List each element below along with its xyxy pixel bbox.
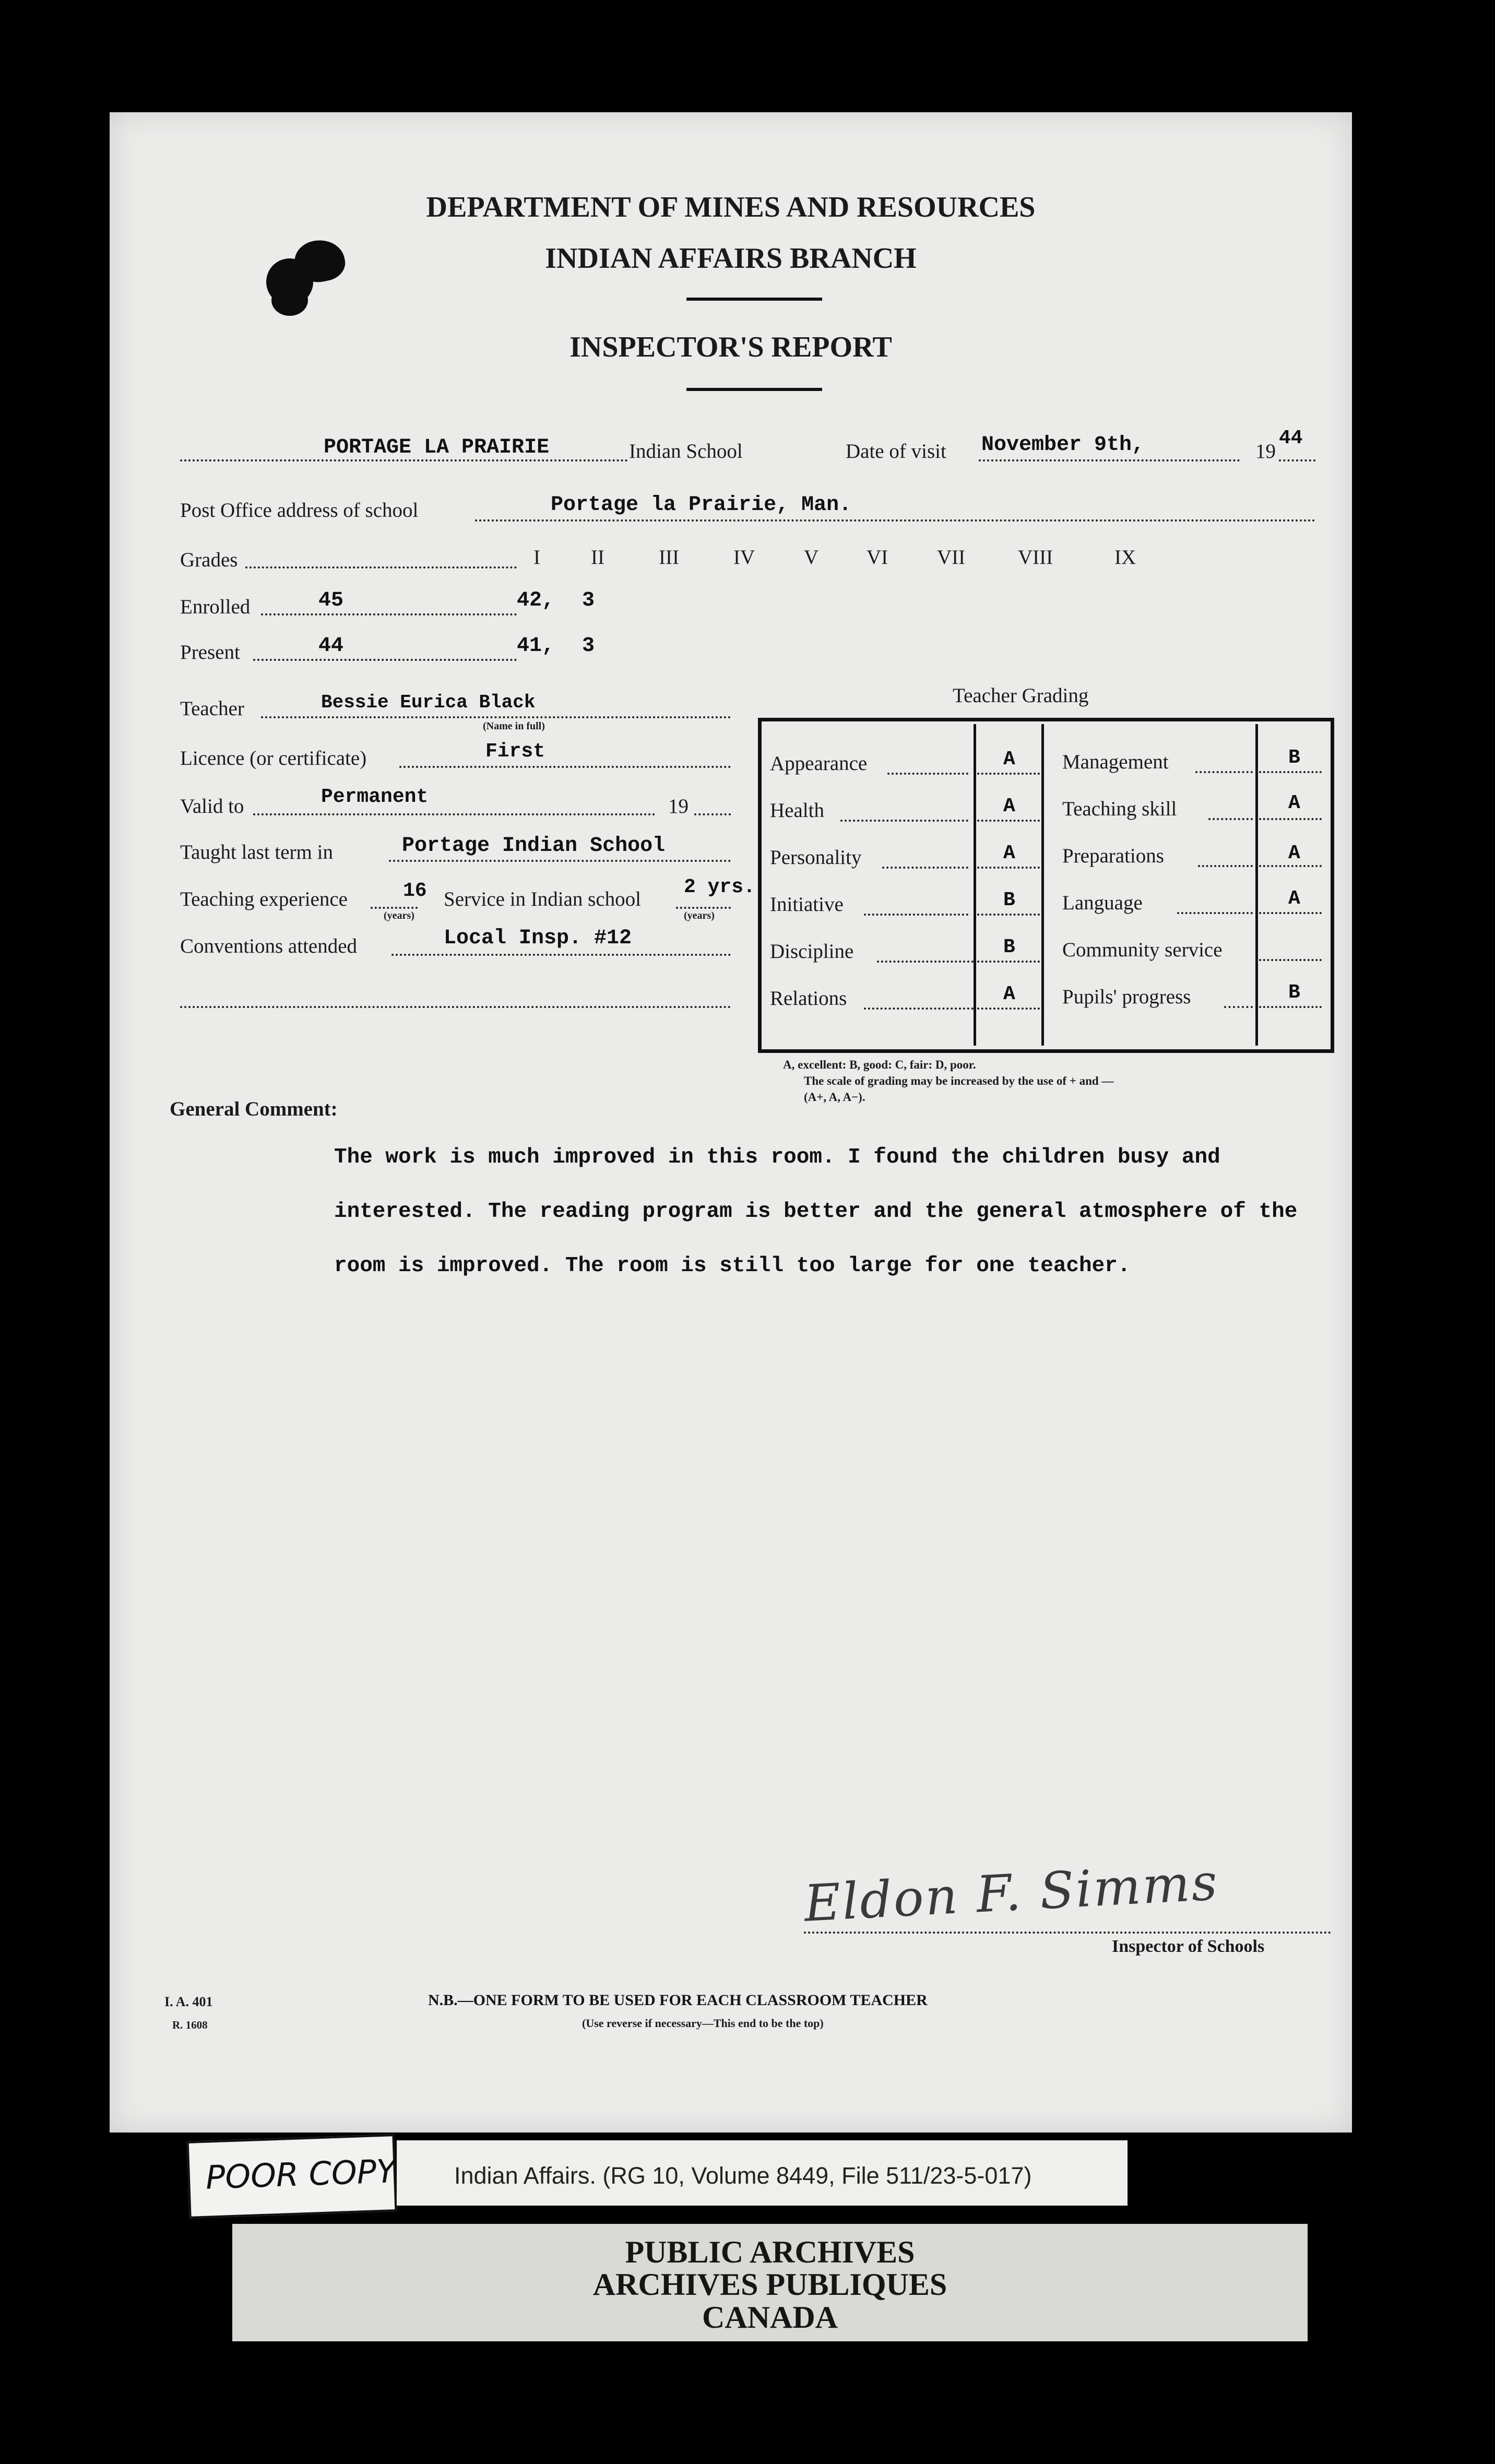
grading-grade-relations: A <box>1003 983 1015 1005</box>
grading-label-community-service: Community service <box>1062 939 1223 961</box>
grade-header-8: VIII <box>1018 546 1053 568</box>
grading-grade-discipline: B <box>1003 936 1015 958</box>
year-value: 44 <box>1279 427 1303 449</box>
grading-dots <box>1198 865 1253 867</box>
enrolled-grade-1: 45 <box>318 589 344 612</box>
inspector-title: Inspector of Schools <box>1112 1937 1265 1956</box>
archive-line-3: CANADA <box>702 2300 838 2335</box>
valid-value: Permanent <box>321 786 429 808</box>
present-grade-3: 3 <box>582 634 595 658</box>
conventions-value: Local Insp. #12 <box>444 927 632 950</box>
form-number: I. A. 401 <box>164 1994 213 2009</box>
grades-dots <box>245 566 517 568</box>
grade-header-5: V <box>804 546 819 568</box>
grading-dots <box>977 820 1040 822</box>
grade-header-2: II <box>591 546 604 568</box>
grading-label-preparations: Preparations <box>1062 845 1164 867</box>
grading-legend-3: (A+, A, A−). <box>804 1091 865 1104</box>
grade-header-7: VII <box>937 546 966 568</box>
signature-dots <box>804 1932 1331 1934</box>
grading-divider-2 <box>1041 724 1044 1046</box>
experience-years-note: (years) <box>384 910 414 921</box>
archive-stamp <box>232 2224 1308 2341</box>
licence-value: First <box>485 740 545 763</box>
last-term-label: Taught last term in <box>180 841 333 863</box>
grading-label-relations: Relations <box>770 987 847 1010</box>
archive-line-1: PUBLIC ARCHIVES <box>625 2235 915 2269</box>
grading-grade-pupils-progress: B <box>1288 981 1300 1004</box>
enrolled-grade-2: 42, <box>517 589 555 612</box>
grading-label-personality: Personality <box>770 846 862 869</box>
grading-dots <box>1177 912 1253 914</box>
report-form <box>110 112 1352 2133</box>
grading-grade-personality: A <box>1003 842 1015 864</box>
grading-dots <box>1259 1006 1322 1008</box>
present-grade-1: 44 <box>318 634 344 658</box>
grading-grade-management: B <box>1288 747 1300 769</box>
header-rule-1 <box>686 298 822 301</box>
grade-header-1: I <box>533 546 540 568</box>
archive-reference: Indian Affairs. (RG 10, Volume 8449, File 511/23-5-017) <box>454 2162 1032 2189</box>
grading-label-language: Language <box>1062 892 1143 914</box>
grades-label: Grades <box>180 549 238 571</box>
date-dots <box>979 459 1240 461</box>
grading-dots <box>1259 865 1322 867</box>
date-value: November 9th, <box>981 433 1145 457</box>
grading-label-management: Management <box>1062 751 1169 773</box>
grade-header-4: IV <box>733 546 755 568</box>
grading-divider-1 <box>974 724 976 1046</box>
conventions-label: Conventions attended <box>180 935 358 957</box>
date-label: Date of visit <box>846 440 946 463</box>
enrolled-label: Enrolled <box>180 596 251 618</box>
grade-header-9: IX <box>1114 546 1136 568</box>
grading-divider-3 <box>1255 724 1258 1046</box>
enrolled-grade-3: 3 <box>582 589 595 612</box>
grade-header-3: III <box>659 546 679 568</box>
grading-grade-preparations: A <box>1288 842 1300 864</box>
poor-copy-text: POOR COPY <box>205 2152 397 2197</box>
grading-dots <box>1208 818 1253 820</box>
comment-line-3: room is improved. The room is still too large for one teacher. <box>334 1254 1131 1278</box>
grading-dots <box>882 867 968 869</box>
grading-dots <box>1195 771 1253 773</box>
grading-label-pupils-progress: Pupils' progress <box>1062 986 1191 1008</box>
grading-label-initiative: Initiative <box>770 893 844 916</box>
grading-grade-health: A <box>1003 795 1015 818</box>
grading-legend-1: A, excellent: B, good: C, fair: D, poor. <box>783 1058 976 1071</box>
grading-dots <box>977 961 1040 963</box>
valid-year-dots <box>694 813 731 815</box>
school-name: PORTAGE LA PRAIRIE <box>324 436 550 459</box>
year-dots <box>1279 459 1315 461</box>
general-comment-label: General Comment: <box>170 1098 338 1120</box>
present-label: Present <box>180 641 240 664</box>
branch-title: INDIAN AFFAIRS BRANCH <box>545 242 917 275</box>
teacher-name: Bessie Eurica Black <box>321 692 536 713</box>
licence-label: Licence (or certificate) <box>180 747 367 769</box>
enrolled-dots <box>261 613 517 615</box>
grading-dots <box>864 914 968 916</box>
valid-label: Valid to <box>180 795 244 818</box>
grading-dots <box>977 914 1040 916</box>
archive-line-2: ARCHIVES PUBLIQUES <box>592 2267 947 2302</box>
grading-grade-teaching-skill: A <box>1288 792 1300 814</box>
grading-grade-language: A <box>1288 887 1300 910</box>
conventions-dots <box>391 954 731 956</box>
experience-label: Teaching experience <box>180 888 348 910</box>
grade-header-6: VI <box>867 546 888 568</box>
grading-label-discipline: Discipline <box>770 940 854 963</box>
ink-blot-3 <box>271 285 308 316</box>
comment-line-2: interested. The reading program is better and the general atmosphere of the <box>334 1200 1298 1224</box>
service-dots <box>676 907 731 909</box>
grading-dots <box>1259 959 1322 961</box>
service-label: Service in Indian school <box>444 888 641 910</box>
experience-dots <box>371 907 418 909</box>
comment-line-1: The work is much improved in this room. I found the children busy and <box>334 1145 1220 1169</box>
grading-grade-initiative: B <box>1003 889 1015 911</box>
grading-dots <box>1259 818 1322 820</box>
present-grade-2: 41, <box>517 634 555 658</box>
grading-label-health: Health <box>770 799 824 822</box>
grading-label-teaching-skill: Teaching skill <box>1062 798 1177 820</box>
archive-reference-strip <box>397 2140 1128 2206</box>
grading-dots <box>1259 912 1322 914</box>
post-office-value: Portage la Prairie, Man. <box>551 493 852 517</box>
report-title: INSPECTOR'S REPORT <box>569 331 892 363</box>
service-value: 2 yrs. <box>684 876 755 898</box>
teacher-label: Teacher <box>180 697 244 720</box>
grading-dots <box>1224 1006 1253 1008</box>
grading-dots <box>977 773 1040 775</box>
experience-value: 16 <box>403 880 427 902</box>
grading-label-appearance: Appearance <box>770 752 868 775</box>
valid-year-prefix: 19 <box>668 795 689 818</box>
blank-line <box>180 1006 731 1008</box>
grading-legend-2: The scale of grading may be increased by the use of + and — <box>804 1074 1114 1087</box>
teacher-dots <box>261 716 731 718</box>
footer-sub-note: (Use reverse if necessary—This end to be the top) <box>582 2017 824 2030</box>
school-suffix: Indian School <box>629 440 743 463</box>
footer-note: N.B.—ONE FORM TO BE USED FOR EACH CLASSROOM TEACHER <box>428 1992 928 2009</box>
department-title: DEPARTMENT OF MINES AND RESOURCES <box>426 191 1036 223</box>
grading-dots <box>840 820 968 822</box>
last-term-value: Portage Indian School <box>402 834 666 858</box>
grading-dots <box>977 1008 1040 1010</box>
present-dots <box>253 659 517 661</box>
last-term-dots <box>389 860 731 862</box>
poor-copy-label <box>187 2134 397 2219</box>
grading-title: Teacher Grading <box>953 684 1089 707</box>
service-years-note: (years) <box>684 910 715 921</box>
valid-dots <box>253 813 655 815</box>
grading-dots <box>864 1008 974 1010</box>
grading-dots <box>887 773 968 775</box>
grading-dots <box>977 867 1040 869</box>
licence-dots <box>399 766 731 768</box>
form-revision: R. 1608 <box>172 2019 208 2031</box>
grading-dots <box>877 961 974 963</box>
header-rule-2 <box>686 388 822 391</box>
name-in-full-note: (Name in full) <box>483 720 545 732</box>
post-office-label: Post Office address of school <box>180 499 419 522</box>
grading-grade-appearance: A <box>1003 748 1015 771</box>
year-prefix: 19 <box>1255 440 1276 463</box>
inspector-signature: Eldon F. Simms <box>802 1853 1220 1933</box>
grading-dots <box>1259 771 1322 773</box>
post-office-dots <box>475 519 1315 522</box>
